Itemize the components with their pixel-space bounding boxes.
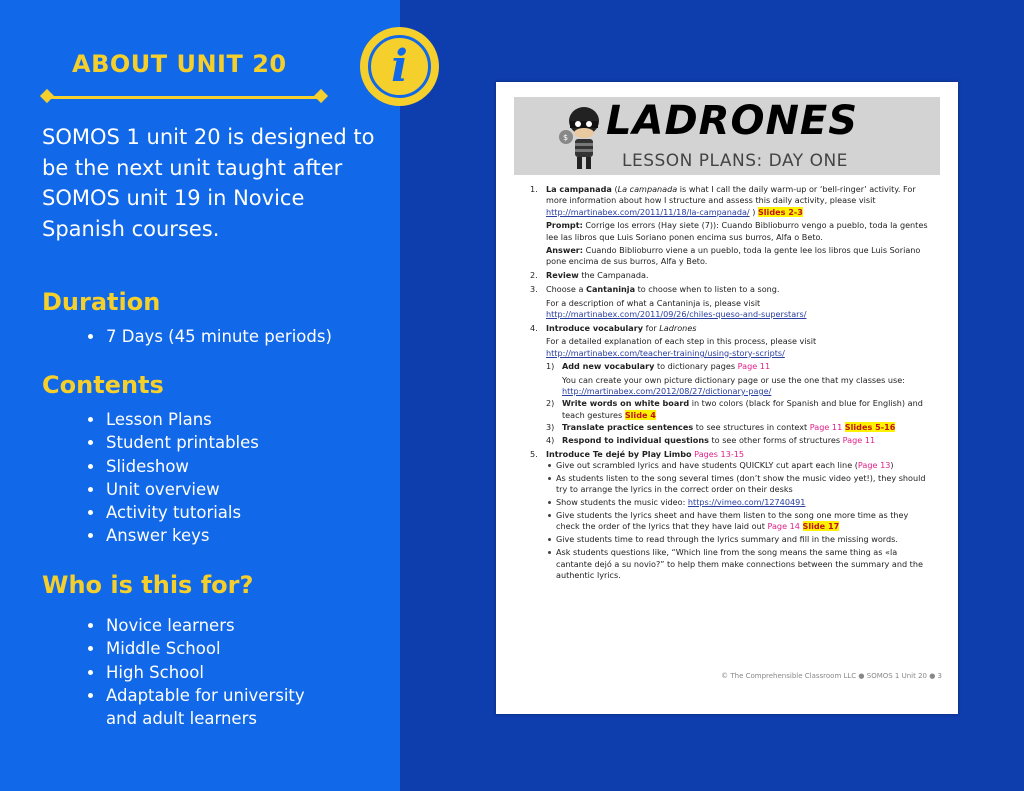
campanada-link[interactable]: http://martinabex.com/2011/11/18/la-campanada/ [546, 206, 750, 217]
left-panel [0, 0, 400, 791]
list-item: Give out scrambled lyrics and have students QUICKLY cut apart each line (Page 13) [546, 460, 930, 471]
lesson-item-3: 3. Choose a Cantaninja to choose when to listen to a song. For a description of what a Cantaninja is, please visit http://martinabex.com/2011/09/26/chiles-queso-and-superstars/ [530, 284, 807, 320]
audience-list [88, 614, 305, 730]
lesson-body [530, 184, 930, 584]
lesson-item-5: 5. Introduce Te dejé by Play Limbo Pages 13-15 Give out scrambled lyrics and have students QUICKLY cut apart each line (Page 13) As students listen to the song several times (don’t show the music video yet!), they should try to arrange the lyrics in the correct order on their desks Show students the music video: https://vimeo.com/12740491 Give students the lyrics sheet and have them listen to the song one more time as they check the order of the lyrics that they have laid out Page 14 Slide 17 Give students time to read through the lyrics summary and fill in the missing words. Ask students questions like, “Which line from the song means the same thing as «la cantante dejó a su novio?” to help them make connections between the summary and the authentic lyrics. [530, 449, 930, 582]
list-item: Novice learners [88, 614, 305, 637]
list-item: Student printables [88, 431, 259, 454]
contents-list [88, 408, 259, 548]
banner-subtitle: LESSON PLANS: DAY ONE [622, 151, 848, 171]
list-item: Give students time to read through the lyrics summary and fill in the missing words. [546, 534, 930, 545]
list-item: Unit overview [88, 478, 259, 501]
audience-heading: Who is this for? [42, 571, 254, 599]
lesson-item-2: 2. Review the Campanada. [530, 270, 649, 281]
list-item: 7 Days (45 minute periods) [88, 325, 332, 348]
lesson-plan-page [496, 82, 958, 714]
page-footer: © The Comprehensible Classroom LLC ● SOMOS 1 Unit 20 ● 3 [721, 672, 942, 680]
banner-title: LADRONES [606, 98, 859, 144]
list-item: Middle School [88, 637, 305, 660]
title-divider [46, 96, 322, 99]
vocab-step: 2) Write words on white board in two colors (black for Spanish and blue for English) and teach gestures Slide 4 [546, 398, 923, 420]
lesson-item-1: 1. La campanada (La campanada is what I call the daily warm-up or ‘bell-ringer’ activity. For more information about how I structure and assess this daily activity, please visit http://martinabex.com/2011/11/18/la-campanada/ ) Slides 2-3 Prompt: Corrige los errors (Hay siete (7)): Cuando Biblioburro vengo a pueblo, toda la gentes lee las libros que Luis Soriano ponen encima sus burros, Alfa o Beto. Answer: Cuando Biblioburro viene a un pueblo, toda la gente lee los libros que Luis Soriano pone encima de sus burros, Alfa y Beto. [530, 184, 928, 267]
dictionary-link[interactable]: http://martinabex.com/2012/08/27/dictionary-page/ [562, 386, 772, 396]
duration-list [88, 325, 332, 348]
list-item: Activity tutorials [88, 501, 259, 524]
list-item: Give students the lyrics sheet and have them listen to the song one more time as they check the order of the lyrics that they have laid out Page 14 Slide 17 [546, 510, 930, 533]
vimeo-link[interactable]: https://vimeo.com/12740491 [687, 497, 806, 508]
list-item: Adaptable for university [88, 684, 305, 707]
list-item: Slideshow [88, 455, 259, 478]
list-item: Show students the music video: https://vimeo.com/12740491 [546, 497, 930, 508]
unit-description: SOMOS 1 unit 20 is designed to be the next unit taught after SOMOS unit 19 in Novice Spanish courses. [42, 125, 375, 241]
vocab-step: 3) Translate practice sentences to see structures in context Page 11 Slides 5-16 [546, 422, 896, 433]
info-icon: i [360, 27, 439, 106]
list-item: High School [88, 661, 305, 684]
about-title: ABOUT UNIT 20 [72, 50, 287, 78]
story-scripts-link[interactable]: http://martinabex.com/teacher-training/using-story-scripts/ [546, 347, 785, 358]
list-item: Lesson Plans [88, 408, 259, 431]
robber-icon [554, 101, 612, 173]
lesson-item-4: 4. Introduce vocabulary for Ladrones For a detailed explanation of each step in this process, please visit http://martinabex.com/teacher-training/using-story-scripts/ 1) Add new vocabulary to dictionary pages Page 11 You can create your own picture dictionary page or use the one that my classes use: http://martinabex.com/2012/08/27/dictionary-page/ 2) Write words on white board in two colors (black for Spanish and blue for English) and teach gestures Slide 4 3) Translate practice sentences to see structures in context Page 11 Slides 5-16 4) Respond to individual questions to see other forms of structures Page 11 [530, 323, 930, 446]
cantaninja-link[interactable]: http://martinabex.com/2011/09/26/chiles-queso-and-superstars/ [546, 309, 807, 320]
contents-heading: Contents [42, 371, 164, 399]
list-item: Ask students questions like, “Which line from the song means the same thing as «la cantante dejó a su novio?” to help them make connections between the summary and the authentic lyrics. [546, 547, 930, 581]
list-item: and adult learners [106, 709, 257, 729]
vocab-step: 4) Respond to individual questions to see other forms of structures Page 11 [546, 434, 876, 445]
lesson-banner [514, 97, 940, 175]
list-item: Answer keys [88, 524, 259, 547]
svg-text:$: $ [563, 133, 569, 142]
duration-heading: Duration [42, 288, 161, 316]
vocab-step: 1) Add new vocabulary to dictionary pages Page 11 You can create your own picture dictionary page or use the one that my classes use: http://martinabex.com/2012/08/27/dictionary-page/ [546, 361, 905, 396]
list-item: As students listen to the song several times (don’t show the music video yet!), they should try to arrange the lyrics in the correct order on their desks [546, 473, 930, 496]
